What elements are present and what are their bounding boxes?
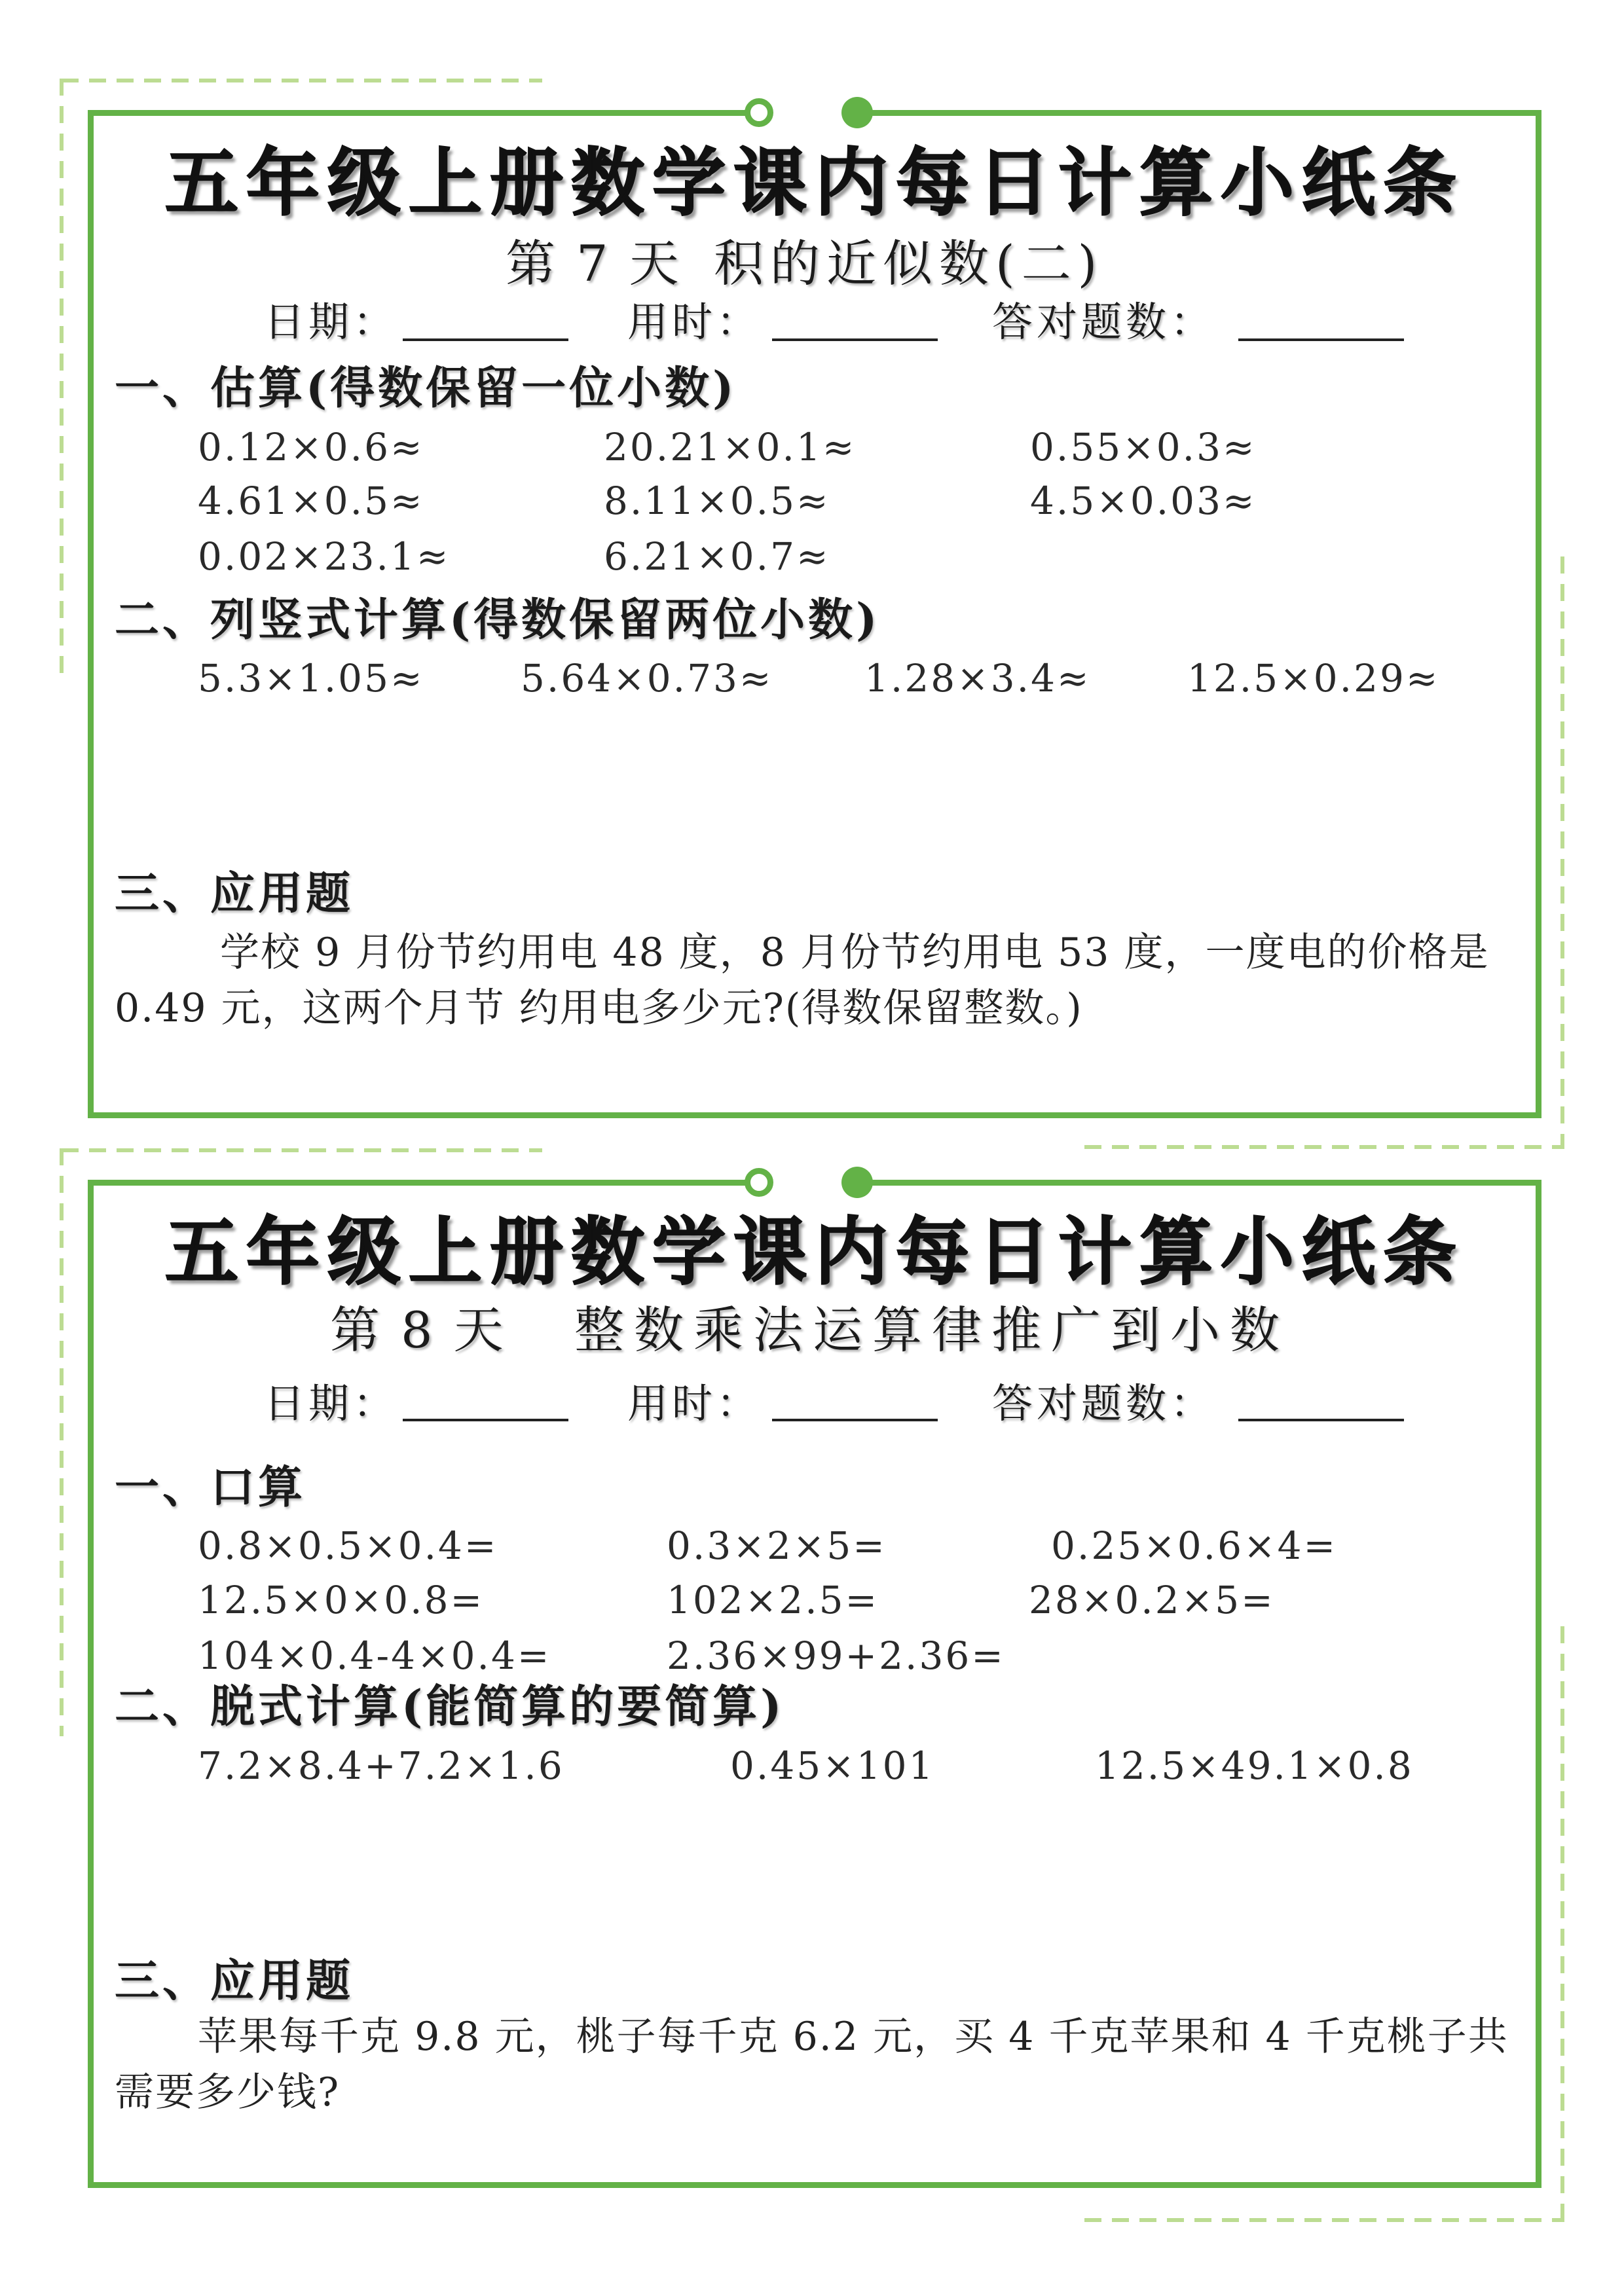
lesson-topic: 积的近似数(二) [714,234,1104,293]
decorative-dashed-line [60,79,64,674]
decorative-dashed-line [62,79,542,82]
estimation-problem: 4.61×0.5≈ [198,479,424,523]
word-problem-line: 需要多少钱? [115,2069,341,2115]
section-heading: 一、估算(得数保留一位小数) [115,362,737,414]
section-heading: 一、口算 [115,1461,306,1514]
worksheet-card-day-8 [88,1180,1541,2188]
estimation-problem: 0.55×0.3≈ [1030,425,1257,469]
estimation-problem: 0.02×23.1≈ [198,534,451,579]
correct-count-label: 答对题数： [992,1379,1215,1427]
correct-count-label: 答对题数： [992,298,1215,346]
word-problem-line: 学校 9 月份节约用电 48 度，8 月份节约用电 53 度，一度电的价格是 [220,930,1490,975]
decorative-dashed-line [1084,1145,1564,1149]
vertical-calc-problem: 5.3×1.05≈ [198,656,424,701]
mental-math-problem: 102×2.5= [667,1578,879,1622]
decorative-dashed-line [1084,2218,1564,2222]
decorative-dashed-line [60,1148,64,1736]
correct-count-blank [1238,1382,1404,1421]
worksheet-title: 五年级上册数学课内每日计算小纸条 [165,1210,1464,1295]
vertical-calc-problem: 1.28×3.4≈ [864,656,1091,701]
frame-top-line [88,110,746,116]
vertical-calc-problem: 5.64×0.73≈ [521,656,773,701]
mental-math-problem: 0.3×2×5= [667,1523,887,1568]
date-label: 日期： [264,1379,398,1427]
decorative-dashed-line [62,1148,542,1152]
word-problem-line: 0.49 元，这两个月节 约用电多少元?(得数保留整数。) [115,985,1083,1031]
decorative-dashed-line [1560,556,1564,1147]
date-blank [403,302,568,341]
time-blank [772,1382,938,1421]
frame-top-line [88,1180,746,1186]
time-label: 用时： [627,298,762,346]
hollow-circle-icon [745,98,773,127]
mental-math-problem: 0.8×0.5×0.4= [198,1523,498,1568]
correct-count-blank [1238,302,1404,341]
mental-math-problem: 104×0.4-4×0.4= [198,1633,551,1678]
estimation-problem: 0.12×0.6≈ [198,425,424,469]
mental-math-problem: 28×0.2×5= [1029,1578,1275,1622]
estimation-problem: 20.21×0.1≈ [604,425,857,469]
mental-math-problem: 2.36×99+2.36= [667,1633,1005,1678]
step-calc-problem: 0.45×101 [730,1743,935,1788]
date-label: 日期： [264,298,398,346]
word-problem-line: 苹果每千克 9.8 元，桃子每千克 6.2 元，买 4 千克苹果和 4 千克桃子共 [198,2014,1509,2060]
section-heading: 三、应用题 [115,1955,354,2007]
worksheet-title: 五年级上册数学课内每日计算小纸条 [165,141,1464,226]
section-heading: 二、脱式计算(能简算的要简算) [115,1681,785,1733]
hollow-circle-icon [745,1168,773,1197]
section-heading: 三、应用题 [115,867,354,920]
mental-math-problem: 0.25×0.6×4= [1051,1523,1338,1568]
step-calc-problem: 7.2×8.4+7.2×1.6 [198,1743,564,1788]
step-calc-problem: 12.5×49.1×0.8 [1095,1743,1414,1788]
day-label: 第 8 天 [330,1301,506,1359]
section-heading: 二、列竖式计算(得数保留两位小数) [115,594,881,646]
frame-top-line [857,110,1541,116]
frame-top-line [857,1180,1541,1186]
estimation-problem: 8.11×0.5≈ [604,479,830,523]
lesson-topic: 整数乘法运算律推广到小数 [574,1301,1289,1359]
time-blank [772,302,938,341]
vertical-calc-problem: 12.5×0.29≈ [1187,656,1440,701]
worksheet-card-day-7 [88,110,1541,1118]
time-label: 用时： [627,1379,762,1427]
date-blank [403,1382,568,1421]
day-label: 第 7 天 [506,234,682,293]
mental-math-problem: 12.5×0×0.8= [198,1578,485,1622]
estimation-problem: 4.5×0.03≈ [1030,479,1257,523]
decorative-dashed-line [1560,1626,1564,2220]
estimation-problem: 6.21×0.7≈ [604,534,830,579]
